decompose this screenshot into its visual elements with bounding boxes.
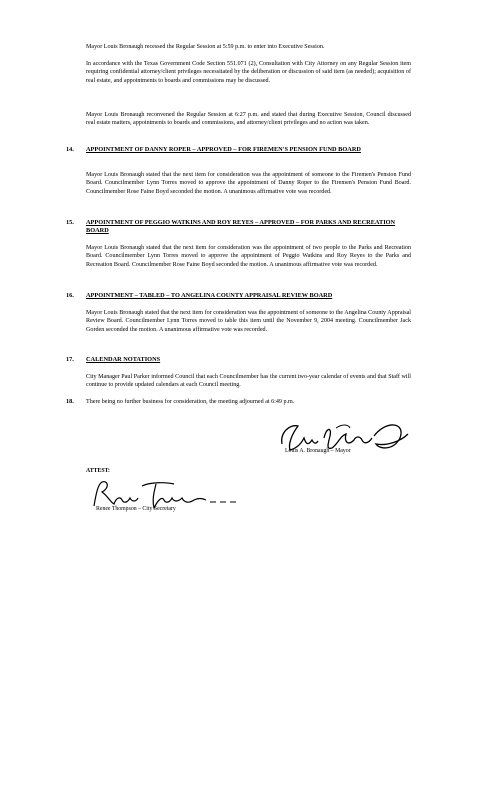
section-18-text: There being no further business for consideration, the meeting adjourned at 6:49 p.m. xyxy=(86,399,295,405)
section-15-text: Mayor Louis Bronaugh stated that the next item for consideration was the appointment of two people to the Parks and Recreation Board. Councilmember Lynn Torres moved to approve the appointment of Peggio Watkins and Roy Reyes to the Parks and Recreation Board. Councilmember Rose Faine Boyd seconded the motion. A unanimous affirmative vote was recorded. xyxy=(86,245,411,268)
section-18-number: 18. xyxy=(66,398,74,405)
paragraph-reconvene: Mayor Louis Bronaugh reconvened the Regular Session at 6:27 p.m. and stated that during Executive Session, Council discussed real estate matters, appointments to boards and commissions, and attorney/client privileges and no action was taken. xyxy=(86,112,411,127)
section-15-number: 15. xyxy=(66,219,74,226)
section-15-heading: APPOINTMENT OF PEGGIO WATKINS AND ROY REYES – APPROVED – FOR PARKS AND RECREATION BOARD xyxy=(86,219,396,235)
section-14-heading: APPOINTMENT OF DANNY ROPER – APPROVED – FOR FIREMEN'S PENSION FUND BOARD xyxy=(86,146,361,153)
paragraph-recess: Mayor Louis Bronaugh recessed the Regular Session at 5:59 p.m. to enter into Executive Session. xyxy=(86,44,325,50)
section-17-number: 17. xyxy=(66,356,74,363)
section-16-heading: APPOINTMENT – TABLED – TO ANGELINA COUNTY APPRAISAL REVIEW BOARD xyxy=(86,292,333,299)
section-17-text: City Manager Paul Parker informed Council that each Councilmember has the current two-year calendar of events and that Staff will continue to provide updated calendars at each Council meeting. xyxy=(86,374,411,389)
section-14-text: Mayor Louis Bronaugh stated that the next item for consideration was the appointment of someone to the Firemen's Pension Fund Board. Councilmember Lynn Torres moved to approve the appointment of Danny Roper to the Firemen's Pension Fund Board. Councilmember Rose Faine Boyd seconded the motion. A unanimous affirmative vote was recorded. xyxy=(86,172,411,195)
secretary-name-line: Renee Thompson – City Secretary xyxy=(96,506,176,512)
section-14-number: 14. xyxy=(66,146,74,153)
section-16-text: Mayor Louis Bronaugh stated that the next item for consideration was the appointment of someone to the Angelina County Appraisal Review Board. Councilmember Lynn Torres moved to table this item until the November 9, 2004 meeting. Councilmember Jack Gorden seconded the motion. A unanimous affirmative vote was recorded. xyxy=(86,310,411,333)
mayor-name-line: Louis A. Bronaugh – Mayor xyxy=(285,448,351,454)
section-16-number: 16. xyxy=(66,292,74,299)
attest-label: ATTEST: xyxy=(86,468,110,474)
section-17-heading: CALENDAR NOTATIONS xyxy=(86,356,161,363)
paragraph-executive-session: In accordance with the Texas Government Code Section 551.071 (2), Consultation with City Attorney on any Regular Session item requiring confidential attorney/client privileges necessitated by the deliberation or discussion of said item (as needed); acquisition of real estate, and appointments to boards and commissions may be discussed. xyxy=(86,61,411,84)
